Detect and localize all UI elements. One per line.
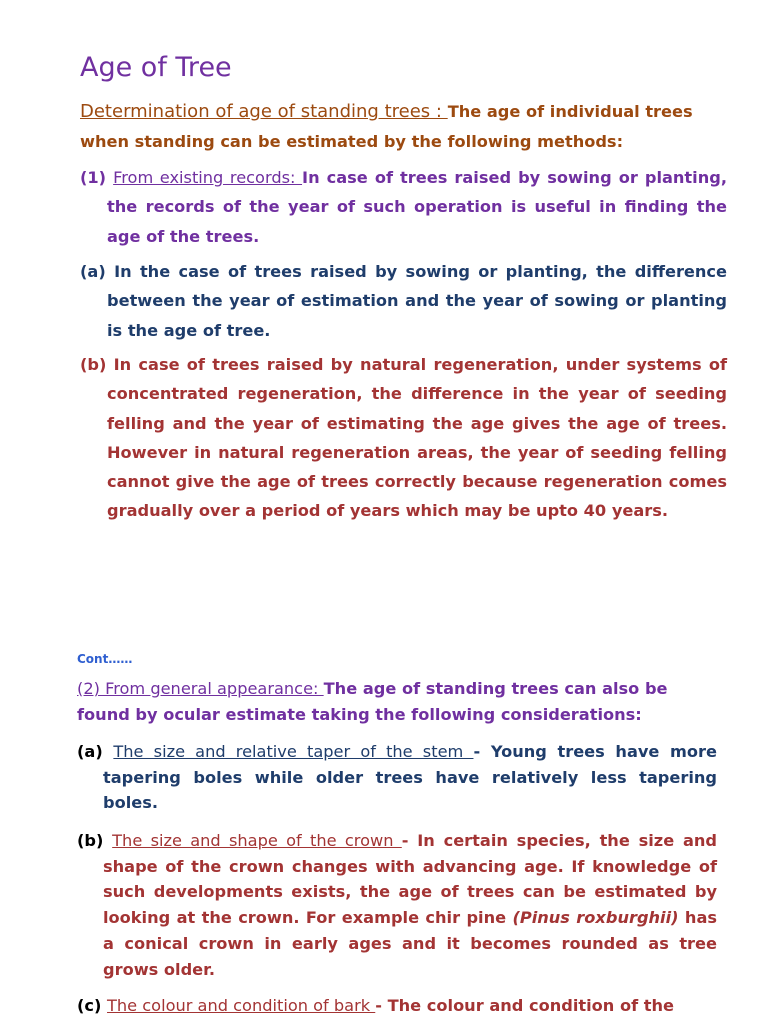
item-b-appearance-label: (b) (77, 831, 113, 850)
intro-paragraph (80, 97, 700, 157)
item-c-appearance-heading: The colour and condition of bark (107, 996, 376, 1015)
item-a-appearance-heading: The size and relative taper of the stem (113, 742, 474, 761)
section-1-paragraph (80, 163, 727, 251)
section-1-number: (1) (80, 168, 114, 187)
item-b-appearance-text: - In certain species, the size and shape of the crown changes with advancing age. If knowledge of such developments exists, the age of trees can be estimated by looking at the crown. For example chir pine (103, 831, 717, 928)
item-a-records-text: In the case of trees raised by sowing or planting, the difference between the year of estimation and the year of sowing or planting is the age of tree. (107, 262, 728, 340)
section-1-text: In case of trees raised by sowing or planting, the records of the year of such operation is useful in finding the age of the trees. (107, 168, 727, 246)
item-b-records-text: In case of trees raised by natural regeneration, under systems of concentrated regeneration, the difference in the year of seeding felling and the year of estimating the age gives the age of trees. However in natural regeneration areas, the year of seeding felling cannot give the age of trees correctly because regeneration comes gradually over a period of years which may be upto 40 years. (107, 355, 727, 521)
item-a-appearance-paragraph (77, 739, 717, 816)
item-c-appearance-label: (c) (77, 996, 108, 1015)
item-b-appearance-paragraph (77, 828, 717, 982)
page-title: Age of Tree (80, 52, 232, 83)
item-b-records-paragraph (80, 350, 727, 526)
item-a-records-paragraph (80, 257, 727, 345)
intro-text: The age of individual trees when standing can be estimated by the following methods: (80, 102, 693, 151)
item-a-appearance-label: (a) (77, 742, 114, 761)
continued-marker: Cont…… (77, 652, 133, 666)
item-c-appearance-text: - The colour and condition of the (375, 996, 674, 1015)
species-name: (Pinus roxburghii) (512, 908, 679, 928)
intro-heading: Determination of age of standing trees : (80, 101, 448, 122)
section-2-heading: (2) From general appearance: (77, 679, 324, 698)
item-b-records-label: (b) (80, 355, 114, 374)
section-1-heading: From existing records: (113, 168, 303, 187)
section-2-text: The age of standing trees can also be found by ocular estimate taking the following considerations: (77, 679, 668, 724)
item-a-appearance-text: - Young trees have more tapering boles while older trees have relatively less tapering boles. (103, 742, 718, 813)
item-c-appearance-paragraph (77, 993, 697, 1019)
item-b-appearance-heading: The size and shape of the crown (112, 831, 402, 850)
section-2-paragraph (77, 676, 691, 728)
item-a-records-label: (a) (80, 262, 115, 281)
item-b-appearance-text-end: has a conical crown in early ages and it becomes rounded as tree grows older. (103, 908, 718, 979)
